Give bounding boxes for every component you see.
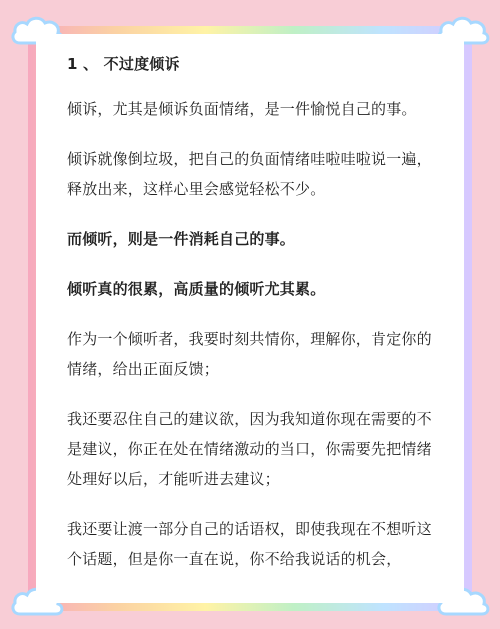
paragraph-5: 作为一个倾听者，我要时刻共情你，理解你，肯定你的情绪，给出正面反馈； <box>67 330 432 378</box>
document-page <box>36 34 464 603</box>
paragraph-4: 倾听真的很累，高质量的倾听尤其累。 <box>67 280 326 298</box>
paragraph-2: 倾诉就像倒垃圾，把自己的负面情绪哇啦哇啦说一遍，释放出来，这样心里会感觉轻松不少。 <box>67 150 432 198</box>
paragraph-7: 我还要让渡一部分自己的话语权，即使我现在不想听这个话题，但是你一直在说，你不给我说话的机会， <box>67 520 432 568</box>
document-content <box>67 49 437 594</box>
paragraph-1: 倾诉，尤其是倾诉负面情绪，是一件愉悦自己的事。 <box>67 100 417 118</box>
paragraph-3: 而倾听，则是一件消耗自己的事。 <box>67 230 296 248</box>
paragraph-6: 我还要忍住自己的建议欲，因为我知道你现在需要的不是建议，你正在处在情绪激动的当口，你需要先把情绪处理好以后，才能听进去建议； <box>67 410 432 488</box>
section-heading: 1 、 不过度倾诉 <box>67 55 180 73</box>
